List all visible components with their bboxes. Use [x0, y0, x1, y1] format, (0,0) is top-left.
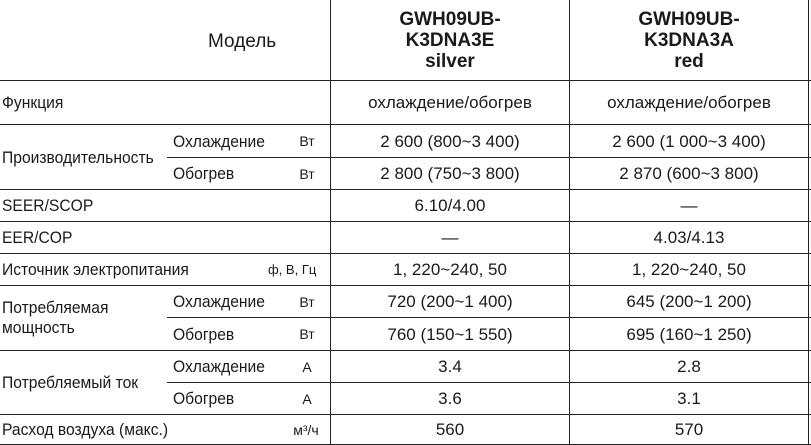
power-input-label: [2, 288, 108, 348]
eer-value-2: 4.03/4.13: [653, 228, 725, 247]
function-label: Функция: [2, 93, 64, 112]
current-heating-value-1: 3.6: [438, 389, 462, 408]
eer-label: EER/COP: [2, 228, 73, 247]
seer-value-2: —: [680, 196, 698, 215]
current-heating-unit: A: [302, 390, 312, 407]
current-heating-label: Обогрев: [173, 389, 235, 408]
eer-value-1: —: [441, 228, 459, 247]
model-1-color: silver: [425, 50, 475, 72]
power-input-label-line1: Потребляемая: [2, 298, 109, 317]
function-value-2: охлаждение/обогрев: [607, 93, 771, 112]
capacity-heating-value-2: 2 870 (600~3 800): [619, 164, 759, 183]
rule-col-edge: [808, 0, 809, 445]
model-2-line2: K3DNA3A: [644, 29, 734, 51]
power-heating-unit: Вт: [299, 326, 315, 342]
power-cooling-value-1: 720 (200~1 400): [387, 292, 513, 311]
seer-value-1: 6.10/4.00: [414, 196, 486, 215]
power-cooling-value-2: 645 (200~1 200): [626, 292, 752, 311]
model-1-header: [331, 5, 569, 75]
power-heating-label: Обогрев: [173, 324, 235, 344]
airflow-value-2: 570: [674, 420, 704, 439]
current-heating-value-2: 3.1: [677, 389, 701, 408]
supply-unit: ф, В, Гц: [268, 262, 317, 277]
current-label: Потребляемый ток: [2, 372, 139, 392]
model-1-line1: GWH09UB-: [399, 8, 501, 30]
capacity-cooling-label: Охлаждение: [173, 131, 265, 151]
power-cooling-label: Охлаждение: [173, 292, 265, 311]
capacity-heating-unit: Вт: [299, 165, 315, 182]
airflow-label: Расход воздуха (макс.): [2, 420, 169, 439]
supply-label: Источник электропитания: [2, 260, 189, 279]
capacity-label: Производительность: [2, 147, 154, 167]
current-cooling-unit: A: [302, 358, 312, 375]
airflow-unit: м³/ч: [293, 421, 319, 438]
power-heating-value-1: 760 (150~1 550): [387, 324, 513, 344]
model-2-line1: GWH09UB-: [638, 8, 740, 30]
capacity-cooling-value-2: 2 600 (1 000~3 400): [612, 131, 766, 151]
seer-label: SEER/SCOP: [2, 196, 94, 215]
power-heating-value-2: 695 (160~1 250): [626, 324, 752, 344]
capacity-cooling-unit: Вт: [299, 133, 315, 149]
capacity-heating-value-1: 2 800 (750~3 800): [380, 164, 520, 183]
model-2-header: [570, 5, 808, 75]
function-value-1: охлаждение/обогрев: [368, 93, 532, 112]
power-input-label-line2: мощность: [2, 318, 75, 337]
model-2-color: red: [674, 50, 704, 72]
capacity-cooling-value-1: 2 600 (800~3 400): [380, 131, 520, 151]
current-cooling-value-1: 3.4: [438, 357, 462, 376]
current-cooling-value-2: 2.8: [677, 357, 701, 376]
airflow-value-1: 560: [435, 420, 465, 439]
model-1-line2: K3DNA3E: [405, 29, 495, 51]
supply-value-2: 1, 220~240, 50: [632, 260, 746, 279]
power-cooling-unit: Вт: [299, 293, 315, 310]
capacity-heating-label: Обогрев: [173, 164, 235, 183]
current-cooling-label: Охлаждение: [173, 357, 265, 376]
supply-value-1: 1, 220~240, 50: [393, 260, 507, 279]
model-label: Модель: [208, 30, 277, 52]
